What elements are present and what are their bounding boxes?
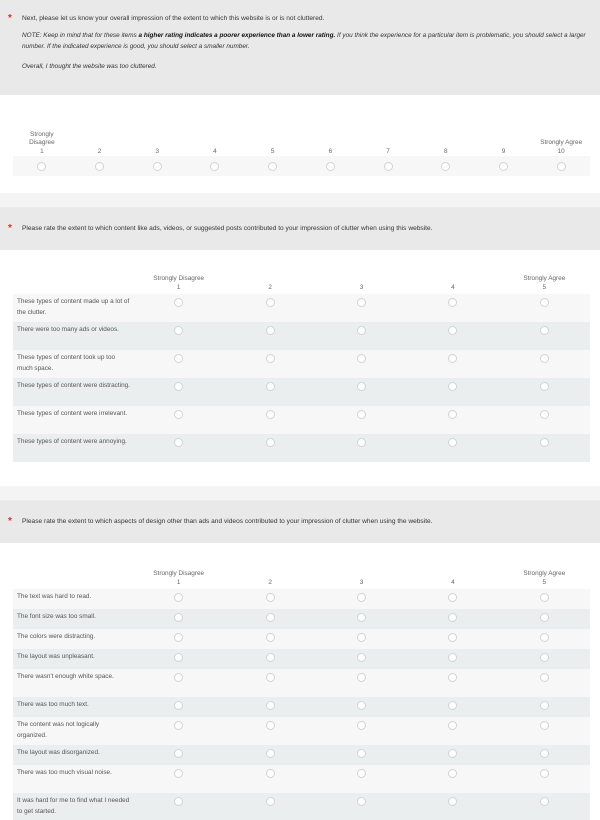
radio-option-2[interactable]	[266, 653, 275, 662]
table-row	[13, 406, 590, 434]
matrix-column-header-3	[316, 570, 407, 587]
matrix-column-header-5	[499, 570, 590, 587]
row-cell	[499, 697, 590, 710]
row-cell	[499, 609, 590, 622]
scale-cell	[128, 162, 186, 171]
row-statement: The text was hard to read.	[17, 593, 92, 600]
scale-number: 4	[213, 147, 217, 155]
row-cell	[224, 793, 315, 806]
radio-option-4[interactable]	[448, 326, 457, 335]
row-cell	[133, 629, 224, 642]
row-cell	[407, 629, 498, 642]
row-statement: The font size was too small.	[17, 613, 96, 620]
scale-cell	[475, 162, 533, 171]
scale-cell	[532, 162, 590, 171]
section-separator	[0, 193, 600, 208]
row-cell	[499, 765, 590, 778]
row-cell	[499, 793, 590, 806]
row-cell	[316, 406, 407, 419]
table-row	[13, 793, 590, 820]
row-statement: There wasn't enough white space.	[17, 673, 114, 680]
row-cell	[133, 350, 224, 363]
row-statement: There was too much text.	[17, 701, 89, 708]
required-asterisk-icon: *	[8, 516, 12, 527]
radio-option-3[interactable]	[357, 326, 366, 335]
radio-option-2[interactable]	[266, 769, 275, 778]
row-cell	[133, 322, 224, 335]
row-cell	[316, 378, 407, 391]
row-cell	[224, 589, 315, 602]
radio-option-4[interactable]	[448, 382, 457, 391]
question-2-prompt: Please rate the extent to which content like ads, videos, or suggested posts contributed to your impression of clutter when using this website.	[22, 225, 433, 232]
radio-option-4[interactable]	[448, 797, 457, 806]
radio-option-1[interactable]	[174, 438, 183, 447]
radio-option-5[interactable]	[540, 613, 549, 622]
question-2-header	[0, 208, 600, 250]
radio-option-1[interactable]	[174, 410, 183, 419]
matrix-column-header-2	[224, 570, 315, 587]
radio-option-10[interactable]	[557, 162, 566, 171]
row-cell	[224, 350, 315, 363]
scale-number: 1	[40, 147, 44, 155]
scale-label-6	[302, 148, 360, 157]
row-cell	[407, 350, 498, 363]
row-cell	[224, 378, 315, 391]
radio-option-1[interactable]	[174, 797, 183, 806]
radio-option-4[interactable]	[448, 769, 457, 778]
table-row	[13, 350, 590, 378]
row-cell	[407, 589, 498, 602]
column-anchor-label	[407, 570, 498, 579]
radio-option-1[interactable]	[174, 633, 183, 642]
row-cell	[407, 649, 498, 662]
radio-option-3[interactable]	[357, 382, 366, 391]
radio-option-3[interactable]	[357, 749, 366, 758]
radio-option-8[interactable]	[441, 162, 450, 171]
row-cell	[407, 793, 498, 806]
radio-option-5[interactable]	[540, 701, 549, 710]
column-number: 2	[268, 578, 272, 586]
row-cell	[316, 793, 407, 806]
scale-number: 9	[501, 147, 506, 155]
row-cell	[316, 629, 407, 642]
row-cell	[224, 765, 315, 778]
matrix-column-header-1	[133, 570, 224, 587]
row-cell	[316, 322, 407, 335]
scale-label-3	[128, 148, 186, 157]
row-cell	[499, 322, 590, 335]
matrix-column-header-4	[407, 275, 498, 292]
column-anchor-label: Strongly Agree	[523, 275, 566, 282]
row-cell	[224, 649, 315, 662]
table-row	[13, 697, 590, 717]
column-number: 1	[176, 578, 181, 586]
row-cell	[133, 793, 224, 806]
radio-option-2[interactable]	[266, 701, 275, 710]
scale-anchor-label: Disagree	[29, 139, 55, 146]
question-1-body	[0, 95, 600, 193]
scale-anchor-label: Strongly Agree	[540, 139, 583, 146]
radio-option-3[interactable]	[357, 354, 366, 363]
radio-option-4[interactable]	[448, 653, 457, 662]
matrix-column-header-3	[316, 275, 407, 292]
radio-option-3[interactable]	[357, 769, 366, 778]
radio-option-4[interactable]	[448, 721, 457, 730]
note-suffix: If you think the experience for a particular item is problematic, you should select a larger number. If the indicated experience is good, you should select a smaller number.	[22, 32, 586, 50]
row-cell	[224, 745, 315, 758]
radio-option-5[interactable]	[268, 162, 277, 171]
row-statement: The colors were distracting.	[17, 633, 96, 640]
row-cell	[224, 434, 315, 447]
row-cell	[407, 609, 498, 622]
row-statement: There was too much visual noise.	[17, 769, 112, 776]
scale-anchor-label: Strongly	[30, 130, 54, 138]
question-3-body	[0, 543, 600, 820]
scale-number: 10	[557, 147, 565, 155]
table-row	[13, 669, 590, 697]
rating-scale-1-10	[13, 118, 590, 176]
radio-option-4[interactable]	[448, 354, 457, 363]
radio-option-1[interactable]	[174, 769, 183, 778]
column-number: 4	[451, 283, 455, 291]
radio-option-2[interactable]	[266, 410, 275, 419]
row-cell	[133, 717, 224, 730]
radio-option-5[interactable]	[540, 298, 549, 307]
scale-label-9	[475, 148, 533, 157]
scale-cell	[302, 162, 360, 171]
radio-option-1[interactable]	[174, 593, 183, 602]
row-statement: These types of content were annoying.	[17, 438, 127, 445]
radio-option-3[interactable]	[357, 701, 366, 710]
row-cell	[224, 629, 315, 642]
radio-option-1[interactable]	[37, 162, 46, 171]
radio-option-4[interactable]	[448, 749, 457, 758]
scale-cell	[71, 162, 129, 171]
radio-option-4[interactable]	[448, 633, 457, 642]
radio-option-3[interactable]	[357, 438, 366, 447]
row-statement: The content was not logically organized.	[17, 721, 100, 739]
row-cell	[499, 629, 590, 642]
radio-option-5[interactable]	[540, 769, 549, 778]
row-cell	[316, 589, 407, 602]
column-number: 1	[176, 283, 181, 291]
row-cell	[133, 434, 224, 447]
table-row	[13, 629, 590, 649]
scale-cell	[417, 162, 475, 171]
row-cell	[316, 697, 407, 710]
radio-option-2[interactable]	[266, 613, 275, 622]
question-3	[0, 501, 600, 820]
required-asterisk-icon: *	[8, 13, 12, 24]
radio-option-2[interactable]	[266, 593, 275, 602]
row-cell	[316, 669, 407, 682]
scale-label-4	[186, 148, 244, 157]
table-row	[13, 765, 590, 793]
column-number: 5	[542, 283, 547, 291]
radio-option-5[interactable]	[540, 382, 549, 391]
row-cell	[407, 669, 498, 682]
scale-label-5	[244, 148, 302, 157]
matrix-table-q2	[13, 272, 590, 462]
column-anchor-label	[224, 570, 315, 579]
radio-option-3[interactable]	[357, 633, 366, 642]
row-cell	[407, 717, 498, 730]
matrix-column-header-4	[407, 570, 498, 587]
question-2	[0, 208, 600, 486]
row-cell	[133, 649, 224, 662]
row-cell	[133, 406, 224, 419]
radio-option-5[interactable]	[540, 326, 549, 335]
radio-option-1[interactable]	[174, 326, 183, 335]
radio-option-5[interactable]	[540, 721, 549, 730]
column-anchor-label: Strongly Agree	[523, 570, 566, 577]
column-anchor-label	[407, 275, 498, 284]
scale-number: 8	[443, 147, 448, 155]
scale-cell	[244, 162, 302, 171]
row-cell	[224, 669, 315, 682]
radio-option-1[interactable]	[174, 653, 183, 662]
row-cell	[407, 697, 498, 710]
required-asterisk-icon: *	[8, 223, 12, 234]
question-3-prompt: Please rate the extent to which aspects of design other than ads and videos contributed to your impression of clutter when using the website.	[22, 518, 433, 525]
radio-option-2[interactable]	[266, 438, 275, 447]
radio-option-2[interactable]	[266, 673, 275, 682]
row-cell	[316, 765, 407, 778]
radio-option-2[interactable]	[266, 354, 275, 363]
question-1	[0, 0, 600, 193]
radio-option-4[interactable]	[448, 438, 457, 447]
row-cell	[499, 669, 590, 682]
radio-option-5[interactable]	[540, 438, 549, 447]
radio-option-3[interactable]	[357, 721, 366, 730]
table-row	[13, 294, 590, 322]
column-anchor-label	[224, 275, 315, 284]
column-number: 5	[542, 578, 547, 586]
matrix-body	[13, 589, 590, 820]
scale-number: 6	[328, 147, 333, 155]
row-cell	[224, 322, 315, 335]
radio-option-5[interactable]	[540, 653, 549, 662]
column-number: 2	[268, 283, 272, 291]
row-cell	[316, 745, 407, 758]
scale-label-1	[13, 131, 71, 157]
radio-option-5[interactable]	[540, 797, 549, 806]
scale-number: 7	[386, 147, 390, 155]
table-row	[13, 322, 590, 350]
question-3-header	[0, 501, 600, 543]
table-row	[13, 649, 590, 669]
radio-option-3[interactable]	[357, 593, 366, 602]
radio-option-1[interactable]	[174, 701, 183, 710]
radio-option-3[interactable]	[357, 797, 366, 806]
row-cell	[316, 717, 407, 730]
section-separator	[0, 486, 600, 501]
scale-label-10	[532, 139, 590, 156]
row-cell	[499, 589, 590, 602]
row-statement: The layout was unpleasant.	[17, 653, 95, 660]
row-cell	[407, 765, 498, 778]
radio-option-9[interactable]	[499, 162, 508, 171]
radio-option-6[interactable]	[326, 162, 335, 171]
scale-label-8	[417, 148, 475, 157]
scale-number: 5	[270, 147, 275, 155]
question-1-statement: Overall, I thought the website was too cluttered.	[22, 63, 157, 70]
matrix-column-header-2	[224, 275, 315, 292]
row-cell	[499, 350, 590, 363]
radio-option-2[interactable]	[95, 162, 104, 171]
scale-number: 2	[97, 147, 102, 155]
table-row	[13, 609, 590, 629]
radio-option-1[interactable]	[174, 354, 183, 363]
row-statement: These types of content made up a lot of the clutter.	[17, 298, 130, 316]
radio-option-5[interactable]	[540, 593, 549, 602]
radio-option-3[interactable]	[357, 673, 366, 682]
note-prefix: NOTE: Keep in mind that for these items	[22, 32, 139, 39]
radio-option-2[interactable]	[266, 298, 275, 307]
table-row	[13, 378, 590, 406]
question-1-note	[22, 30, 588, 52]
scale-radios	[13, 156, 590, 176]
note-bold: a higher rating indicates a poorer experience than a lower rating.	[138, 32, 336, 39]
row-cell	[499, 294, 590, 307]
row-cell	[407, 322, 498, 335]
radio-option-4[interactable]	[448, 673, 457, 682]
row-cell	[224, 609, 315, 622]
row-cell	[316, 609, 407, 622]
radio-option-5[interactable]	[540, 673, 549, 682]
row-cell	[224, 697, 315, 710]
column-anchor-label	[316, 570, 407, 579]
row-cell	[224, 294, 315, 307]
column-number: 3	[359, 578, 364, 586]
row-cell	[407, 745, 498, 758]
row-cell	[133, 745, 224, 758]
matrix-column-header-1	[133, 275, 224, 292]
scale-label-2	[71, 148, 129, 157]
row-cell	[407, 378, 498, 391]
scale-cell	[13, 162, 71, 171]
radio-option-1[interactable]	[174, 613, 183, 622]
row-cell	[224, 717, 315, 730]
matrix-column-header-5	[499, 275, 590, 292]
table-row	[13, 717, 590, 745]
radio-option-3[interactable]	[357, 653, 366, 662]
row-cell	[499, 717, 590, 730]
radio-option-7[interactable]	[384, 162, 393, 171]
row-cell	[407, 294, 498, 307]
row-cell	[499, 649, 590, 662]
scale-label-7	[359, 148, 417, 157]
table-row	[13, 589, 590, 609]
scale-number: 3	[155, 147, 160, 155]
radio-option-2[interactable]	[266, 382, 275, 391]
radio-option-1[interactable]	[174, 673, 183, 682]
scale-labels	[13, 118, 590, 156]
radio-option-2[interactable]	[266, 749, 275, 758]
row-cell	[133, 669, 224, 682]
question-1-header	[0, 0, 600, 95]
matrix-header	[13, 272, 590, 294]
row-cell	[499, 434, 590, 447]
radio-option-1[interactable]	[174, 749, 183, 758]
matrix-body	[13, 294, 590, 462]
row-cell	[133, 609, 224, 622]
radio-option-5[interactable]	[540, 633, 549, 642]
row-cell	[499, 406, 590, 419]
scale-cell	[186, 162, 244, 171]
row-cell	[133, 697, 224, 710]
row-statement: These types of content took up too much space.	[17, 354, 116, 372]
row-cell	[133, 589, 224, 602]
radio-option-3[interactable]	[153, 162, 162, 171]
radio-option-2[interactable]	[266, 326, 275, 335]
row-cell	[499, 745, 590, 758]
table-row	[13, 434, 590, 462]
row-cell	[133, 294, 224, 307]
radio-option-4[interactable]	[448, 410, 457, 419]
radio-option-5[interactable]	[540, 354, 549, 363]
radio-option-2[interactable]	[266, 633, 275, 642]
row-cell	[316, 434, 407, 447]
row-statement: It was hard for me to find what I needed to get started.	[17, 797, 130, 815]
radio-option-3[interactable]	[357, 613, 366, 622]
question-2-body	[0, 250, 600, 486]
row-cell	[407, 406, 498, 419]
column-number: 4	[451, 578, 455, 586]
radio-option-5[interactable]	[540, 749, 549, 758]
row-cell	[133, 765, 224, 778]
column-number: 3	[359, 283, 364, 291]
row-cell	[224, 406, 315, 419]
radio-option-2[interactable]	[266, 721, 275, 730]
row-statement: The layout was disorganized.	[17, 749, 100, 756]
matrix-header	[13, 567, 590, 589]
row-cell	[133, 378, 224, 391]
row-statement: There were too many ads or videos.	[17, 326, 119, 333]
column-anchor-label	[316, 275, 407, 284]
row-cell	[316, 294, 407, 307]
radio-option-4[interactable]	[448, 701, 457, 710]
radio-option-4[interactable]	[448, 613, 457, 622]
radio-option-1[interactable]	[174, 298, 183, 307]
column-anchor-label: Strongly Disagree	[153, 570, 205, 577]
row-statement: These types of content were irrelevant.	[17, 410, 128, 417]
radio-option-4[interactable]	[448, 593, 457, 602]
radio-option-3[interactable]	[357, 410, 366, 419]
table-row	[13, 745, 590, 765]
row-cell	[407, 434, 498, 447]
row-cell	[316, 350, 407, 363]
question-1-prompt: Next, please let us know your overall impression of the extent to which this website is or is not cluttered.	[22, 15, 325, 22]
radio-option-3[interactable]	[357, 298, 366, 307]
radio-option-1[interactable]	[174, 382, 183, 391]
radio-option-2[interactable]	[266, 797, 275, 806]
scale-cell	[359, 162, 417, 171]
radio-option-4[interactable]	[210, 162, 219, 171]
column-anchor-label: Strongly Disagree	[153, 275, 205, 282]
radio-option-1[interactable]	[174, 721, 183, 730]
row-cell	[316, 649, 407, 662]
radio-option-5[interactable]	[540, 410, 549, 419]
radio-option-4[interactable]	[448, 298, 457, 307]
row-cell	[499, 378, 590, 391]
matrix-table-q3	[13, 567, 590, 820]
row-statement: These types of content were distracting.	[17, 382, 130, 389]
